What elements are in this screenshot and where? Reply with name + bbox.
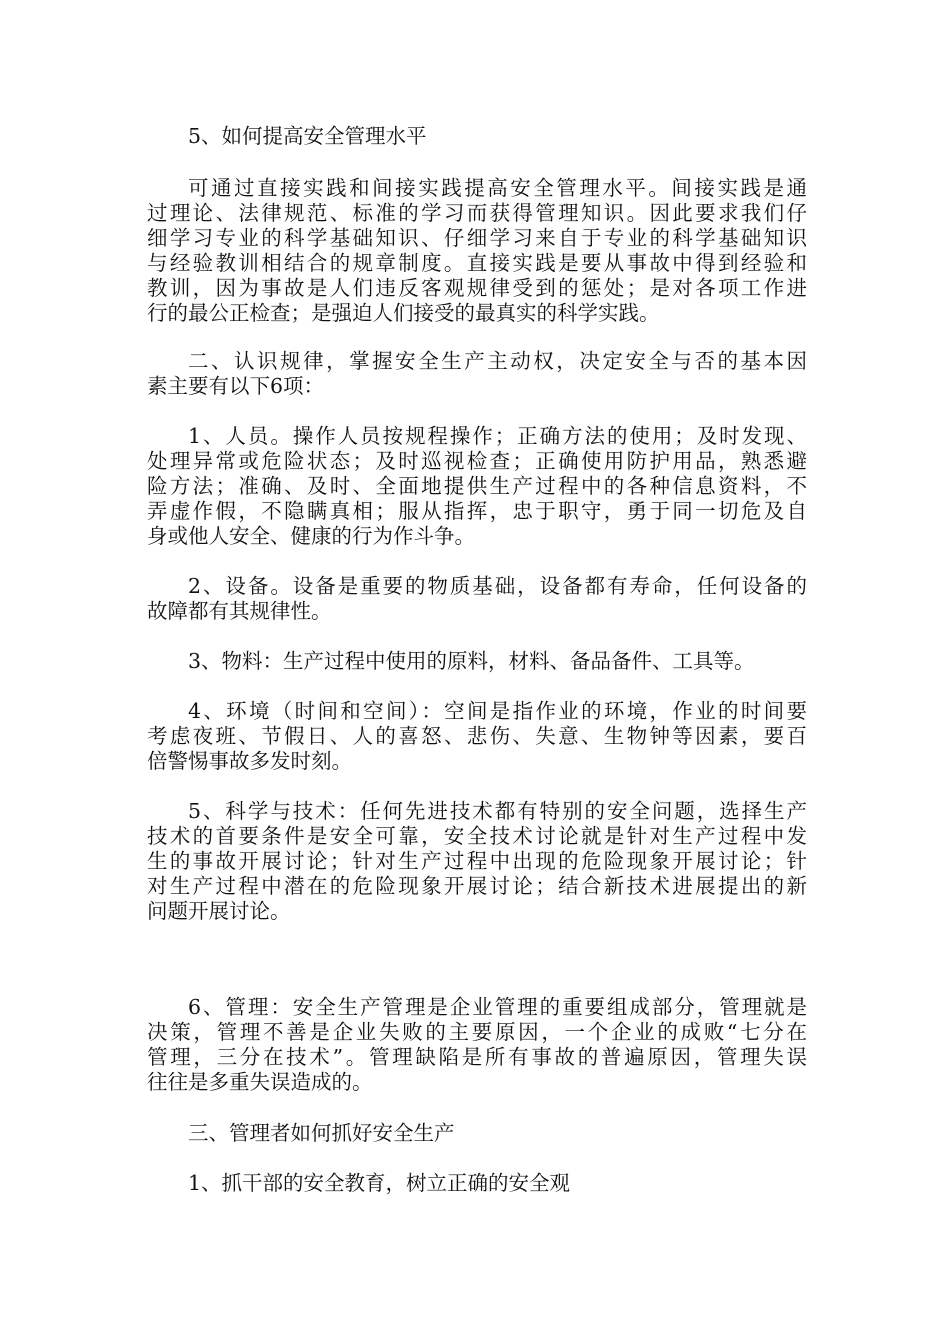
text-line: 对生产过程中潜在的危险现象开展讨论；结合新技术进展提出的新 (147, 874, 807, 898)
text-line: 6、管理：安全生产管理是企业管理的重要组成部分，管理就是 (188, 995, 807, 1019)
text-line: 处理异常或危险状态；及时巡视检查；正确使用防护用品，熟悉避 (147, 449, 807, 473)
text-line: 1、人员。操作人员按规程操作；正确方法的使用；及时发现、 (188, 424, 807, 448)
text-line: 管理，三分在技术”。管理缺陷是所有事故的普遍原因，管理失误 (147, 1045, 807, 1069)
text-line: 5、如何提高安全管理水平 (188, 124, 427, 148)
text-line: 3、物料：生产过程中使用的原料，材料、备品备件、工具等。 (188, 649, 755, 673)
text-line: 往往是多重失误造成的。 (147, 1070, 373, 1094)
text-line: 细学习专业的科学基础知识、仔细学习来自于专业的科学基础知识 (147, 226, 807, 250)
text-line: 弄虚作假，不隐瞒真相；服从指挥，忠于职守，勇于同一切危及自 (147, 499, 807, 523)
text-line: 行的最公正检查；是强迫人们接受的最真实的科学实践。 (147, 301, 660, 325)
text-line: 5、科学与技术：任何先进技术都有特别的安全问题，选择生产 (188, 799, 807, 823)
heading-understand-rules (147, 349, 807, 399)
text-line: 教训，因为事故是人们违反客观规律受到的惩处；是对各项工作进 (147, 276, 807, 300)
text-line: 4、环境（时间和空间）：空间是指作业的环境，作业的时间要 (188, 699, 807, 723)
text-line: 可通过直接实践和间接实践提高安全管理水平。间接实践是通 (188, 176, 807, 200)
paragraph-management (147, 995, 807, 1095)
text-line: 素主要有以下6项： (147, 374, 325, 398)
heading-managers-safety (147, 1121, 807, 1146)
text-line: 技术的首要条件是安全可靠，安全技术讨论就是针对生产过程中发 (147, 824, 807, 848)
paragraph-materials (147, 649, 807, 674)
paragraph-environment (147, 699, 807, 774)
text-line: 故障都有其规律性。 (147, 599, 332, 623)
heading-cadre-education (147, 1171, 807, 1196)
text-line: 险方法；准确、及时、全面地提供生产过程中的各种信息资料，不 (147, 474, 807, 498)
heading-improve-safety-management (147, 124, 807, 149)
text-line: 倍警惕事故多发时刻。 (147, 749, 352, 773)
text-line: 与经验教训相结合的规章制度。直接实践是要从事故中得到经验和 (147, 251, 807, 275)
text-line: 1、抓干部的安全教育，树立正确的安全观 (188, 1171, 571, 1195)
paragraph-direct-indirect-practice (147, 176, 807, 326)
paragraph-science-technology (147, 799, 807, 924)
paragraph-personnel (147, 424, 807, 549)
text-line: 问题开展讨论。 (147, 899, 291, 923)
paragraph-equipment (147, 574, 807, 624)
text-line: 考虑夜班、节假日、人的喜怒、悲伤、失意、生物钟等因素，要百 (147, 724, 807, 748)
text-line: 生的事故开展讨论；针对生产过程中出现的危险现象开展讨论；针 (147, 849, 807, 873)
text-line: 三、管理者如何抓好安全生产 (188, 1121, 455, 1145)
text-line: 二、认识规律，掌握安全生产主动权，决定安全与否的基本因 (188, 349, 807, 373)
text-line: 决策，管理不善是企业失败的主要原因，一个企业的成败“七分在 (147, 1020, 807, 1044)
text-line: 身或他人安全、健康的行为作斗争。 (147, 524, 475, 548)
text-line: 2、设备。设备是重要的物质基础，设备都有寿命，任何设备的 (188, 574, 807, 598)
text-line: 过理论、法律规范、标准的学习而获得管理知识。因此要求我们仔 (147, 201, 807, 225)
